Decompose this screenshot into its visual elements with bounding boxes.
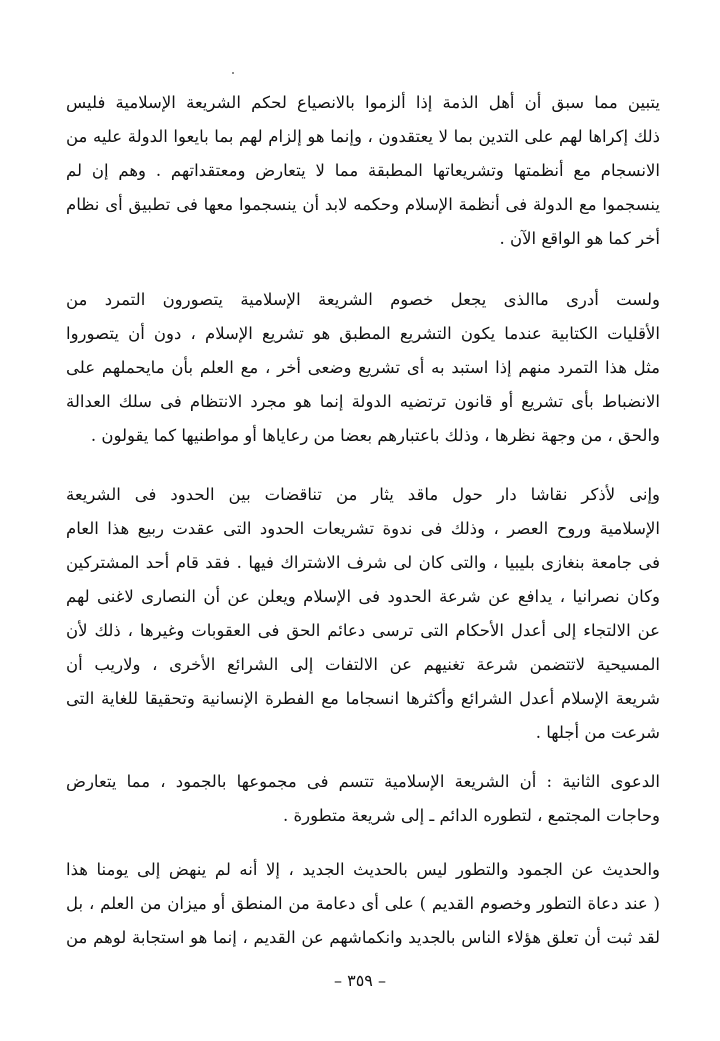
text-line: لقد ثبت أن تعلق هؤلاء الناس بالجديد وانكماشهم عن القديم ، إنما هو استجابة لوهم من xyxy=(66,928,660,947)
text-line: الانسجام مع أنظمتها وتشريعاتها المطبقة مما لا يتعارض ومعتقداتهم . وهم إن لم xyxy=(66,161,660,180)
text-line: وكان نصرانيا ، يدافع عن شرعة الحدود فى الإسلام ويعلن عن أن النصارى لاغنى لهم xyxy=(66,587,660,606)
paragraph-3 xyxy=(66,478,660,750)
paragraph-2 xyxy=(66,283,660,453)
text-line: الأقليات الكتابية عندما يكون التشريع المطبق هو تشريع الإسلام ، دون أن يتصوروا xyxy=(66,324,660,343)
text-line: الدعوى الثانية : أن الشريعة الإسلامية تتسم فى مجموعها بالجمود ، مما يتعارض xyxy=(66,772,660,791)
page-number: – ٣٥٩ – xyxy=(334,971,386,990)
text-line: الانضباط بأى تشريع أو قانون ترتضيه الدولة إنما هو مجرد الانتظام فى سلك العدالة xyxy=(66,392,660,411)
paragraph-5 xyxy=(66,853,660,955)
text-line: والحديث عن الجمود والتطور ليس بالحديث الجديد ، إلا أنه لم ينهض إلى يومنا هذا xyxy=(66,860,660,879)
paragraph-4-second-claim xyxy=(66,765,660,833)
text-line: والحق ، من وجهة نظرها ، وذلك باعتبارهم بعضا من رعاياها أو مواطنيها كما يقولون . xyxy=(90,426,660,445)
text-line: شرعت من أجلها . xyxy=(535,723,660,742)
text-line: ينسجموا مع الدولة فى أنظمة الإسلام وحكمه لابد أن ينسجموا معها فى تطبيق أى نظام xyxy=(66,195,660,214)
text-line: أخر كما هو الواقع الآن . xyxy=(499,229,660,248)
text-line: وحاجات المجتمع ، لتطوره الدائم ـ إلى شريعة متطورة . xyxy=(283,806,660,825)
text-line: المسيحية لاتتضمن شرعة تغنيهم عن الالتفات إلى الشرائع الأخرى ، ولاريب أن xyxy=(66,655,660,674)
text-line: عن الالتجاء إلى أعدل الأحكام التى ترسى دعائم الحق فى العقوبات وغيرها ، ذلك لأن xyxy=(66,621,660,640)
text-line: ذلك إكراها لهم على التدين بما لا يعتقدون ، وإنما هو إلزام لهم بما بايعوا الدولة عليه من xyxy=(66,127,660,146)
text-line: شريعة الإسلام أعدل الشرائع وأكثرها انسجاما مع الفطرة الإنسانية وتحقيقا للغاية التى xyxy=(66,689,660,708)
text-line: الإسلامية وروح العصر ، وذلك فى ندوة تشريعات الحدود التى عقدت ربيع هذا العام xyxy=(66,519,660,538)
text-line: ( عند دعاة التطور وخصوم القديم ) على أى دعامة من المنطق أو ميزان من العلم ، بل xyxy=(66,894,660,913)
text-line: يتبين مما سبق أن أهل الذمة إذا ألزموا بالانصياع لحكم الشريعة الإسلامية فليس xyxy=(66,93,660,112)
text-line: ولست أدرى ماالذى يجعل خصوم الشريعة الإسلامية يتصورون التمرد من xyxy=(66,290,660,309)
paragraph-1 xyxy=(66,86,660,256)
text-line: مثل هذا التمرد منهم إذا استبد به أى تشريع وضعى أخر ، مع العلم بأن مايحملهم على xyxy=(66,358,660,377)
paper-speck xyxy=(232,72,234,74)
text-line: فى جامعة بنغازى بليبيا ، والتى كان لى شرف الاشتراك فيها . فقد قام أحد المشتركين xyxy=(66,553,660,572)
text-line: وإنى لأذكر نقاشا دار حول ماقد يثار من تناقضات بين الحدود فى الشريعة xyxy=(66,485,660,504)
